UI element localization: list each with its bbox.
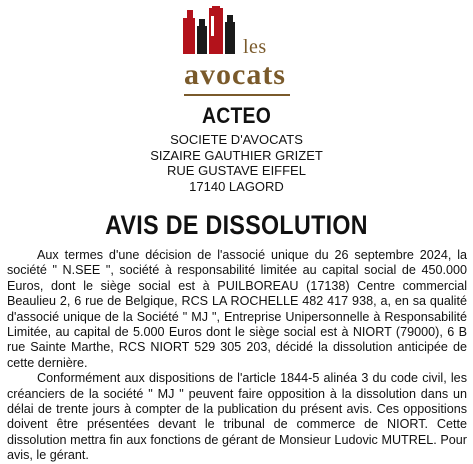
firm-line-street: RUE GUSTAVE EIFFEL bbox=[167, 163, 306, 178]
firm-name: ACTEO bbox=[201, 103, 272, 128]
notice-body bbox=[7, 248, 467, 464]
firm-line-city: 17140 LAGORD bbox=[189, 178, 284, 194]
avocats-figures-emblem bbox=[181, 6, 241, 66]
firm-line-type: SOCIETE D'AVOCATS bbox=[170, 132, 303, 147]
logo-word-avocats: avocats bbox=[184, 58, 286, 91]
notice-title: AVIS DE DISSOLUTION bbox=[105, 210, 368, 240]
les-avocats-logo bbox=[0, 0, 473, 100]
logo-underline bbox=[184, 94, 290, 96]
notice-paragraph-opposition: Conformément aux dispositions de l'article 1844-5 alinéa 3 du code civil, les créanciers de la société " MJ " peuvent faire opposition à la dissolution dans un délai de trente jours à compter de la publication du présent avis. Ces oppositions doivent être présentées devant le tribunal de commerce de NIORT. Cette dissolution mettra fin aux fonctions de gérant de Monsieur Ludovic MUTREL. Pour avis, le gérant. bbox=[7, 371, 467, 463]
firm-address-block bbox=[0, 132, 473, 194]
firm-line-partners: SIZAIRE GAUTHIER GRIZET bbox=[150, 147, 323, 163]
logo-word-les: les bbox=[243, 36, 267, 58]
notice-paragraph-decision: Aux termes d'une décision de l'associé unique du 26 septembre 2024, la société " N.SEE ", société à responsabilité limitée au capital social de 450.000 Euros, dont le siège social est à PUILBOREAU (17138) Centre commercial Beaulieu 2, 6 rue de Belgique, RCS LA ROCHELLE 482 417 938, a, en sa qualité d'associé unique de la Société " MJ ", Entreprise Unipersonnelle à Responsabilité Limitée, au capital de 5.000 Euros dont le siège social est à NIORT (79000), 6 B rue Sainte Marthe, RCS NIORT 529 305 203, décidé la dissolution anticipée de cette dernière. bbox=[7, 248, 467, 370]
